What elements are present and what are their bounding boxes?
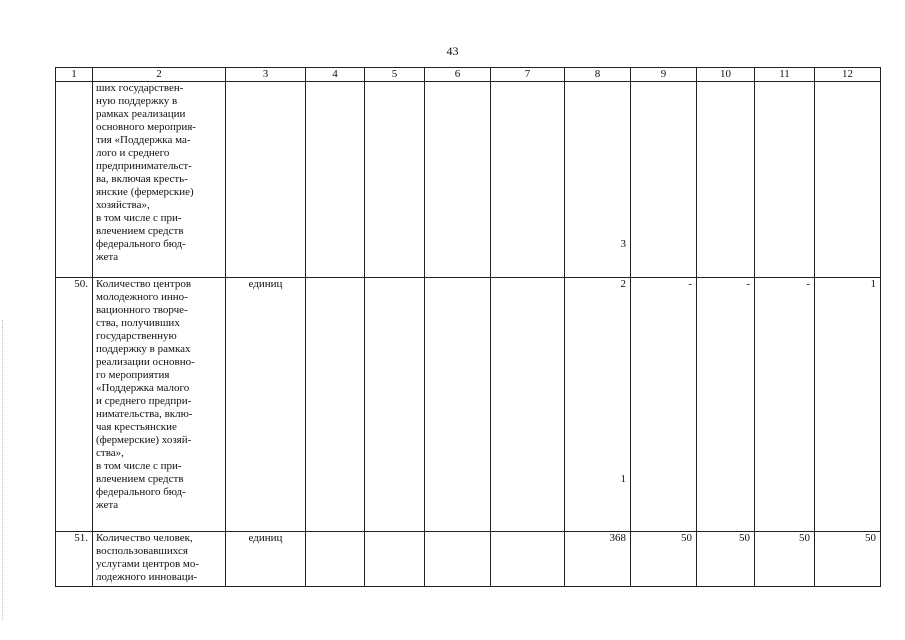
cell-col12: 50	[815, 532, 881, 587]
cell-col6	[425, 82, 491, 278]
cell-col11	[755, 82, 815, 278]
indicators-table	[55, 67, 881, 587]
col-header-5: 5	[365, 68, 425, 82]
page-number: 43	[446, 44, 459, 58]
col-header-7: 7	[491, 68, 565, 82]
col-header-11: 11	[755, 68, 815, 82]
col-header-6: 6	[425, 68, 491, 82]
cell-col8	[565, 278, 631, 532]
col8-value-federal: 3	[620, 238, 626, 250]
cell-col9: -	[631, 278, 697, 532]
row-unit	[226, 82, 306, 278]
col-header-8: 8	[565, 68, 631, 82]
cell-col4	[306, 532, 365, 587]
cell-col7	[491, 532, 565, 587]
cell-col10	[697, 82, 755, 278]
cell-col6	[425, 532, 491, 587]
row-description: ших государствен- ную поддержку в рамках реализации основного мероприя- тия «Поддержка ма- лого и среднего предпринимательст- ва, включая кресть- янские (фермерские) хозяйства», в том числе с при- влечением средств федерального бюд- жета	[93, 82, 226, 278]
cell-col10: 50	[697, 532, 755, 587]
col8-value-federal: 1	[620, 473, 626, 485]
col8-value-total: 368	[609, 532, 626, 544]
scan-edge-marks	[2, 320, 5, 620]
cell-col5	[365, 82, 425, 278]
row-unit: единиц	[226, 278, 306, 532]
col-header-12: 12	[815, 68, 881, 82]
col-header-4: 4	[306, 68, 365, 82]
cell-col4	[306, 278, 365, 532]
row-number: 51.	[56, 532, 93, 587]
cell-col12: 1	[815, 278, 881, 532]
cell-col11: 50	[755, 532, 815, 587]
cell-col4	[306, 82, 365, 278]
cell-col5	[365, 532, 425, 587]
col-header-1: 1	[56, 68, 93, 82]
col-header-10: 10	[697, 68, 755, 82]
table-row	[56, 532, 881, 587]
row-description: Количество центров молодежного инно- вационного творче- ства, получивших государственную поддержку в рамках реализации основно- го мероприятия «Поддержка малого и среднего предпри- нимательства, вклю- чая крестьянские (фермерские) хозяй- ства», в том числе с при- влечением средств федерального бюд- жета	[93, 278, 226, 532]
cell-col7	[491, 278, 565, 532]
cell-col8	[565, 532, 631, 587]
cell-col5	[365, 278, 425, 532]
row-number	[56, 82, 93, 278]
cell-col11: -	[755, 278, 815, 532]
row-unit: единиц	[226, 532, 306, 587]
col-header-2: 2	[93, 68, 226, 82]
cell-col9: 50	[631, 532, 697, 587]
col8-value-total: 2	[620, 278, 626, 290]
cell-col8	[565, 82, 631, 278]
cell-col9	[631, 82, 697, 278]
header-row	[56, 68, 881, 82]
table-row	[56, 82, 881, 278]
col-header-9: 9	[631, 68, 697, 82]
col-header-3: 3	[226, 68, 306, 82]
cell-col7	[491, 82, 565, 278]
cell-col12	[815, 82, 881, 278]
row-number: 50.	[56, 278, 93, 532]
cell-col6	[425, 278, 491, 532]
cell-col10: -	[697, 278, 755, 532]
row-description: Количество человек, воспользовавшихся услугами центров мо- лодежного инноваци-	[93, 532, 226, 587]
table-row	[56, 278, 881, 532]
